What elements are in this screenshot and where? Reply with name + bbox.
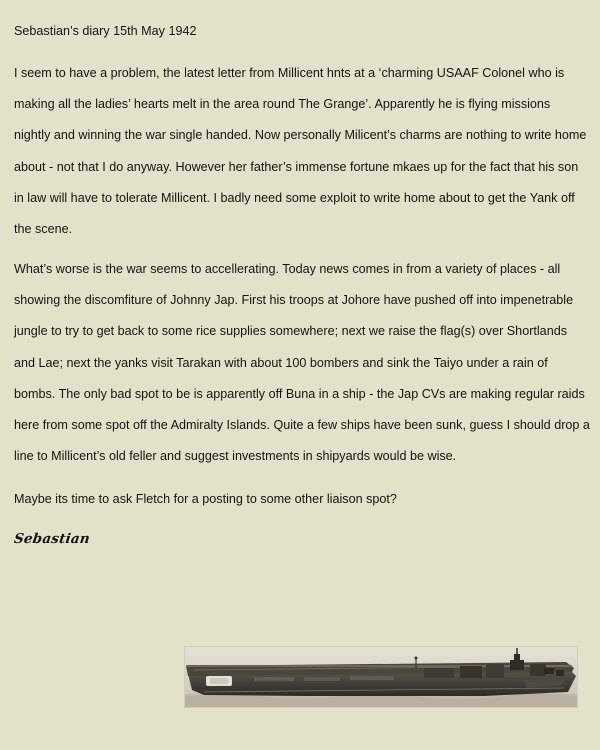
diary-title: Sebastian’s diary 15th May 1942 <box>14 24 197 38</box>
ship-photo-graphic <box>184 646 578 708</box>
diary-paragraph-2: What’s worse is the war seems to accellerating. Today news comes in from a variety of places - all showing the discomfiture of Johnny Jap. First his troops at Johore have pushed off into impenetrable jungle to try to get back to some rice supplies somewhere; next we raise the flag(s) over Shortlands and Lae; next the yanks visit Tarakan with about 100 bombers and sink the Taiyo under a rain of bombs. The only bad spot to be is apparently off Buna in a ship - the Jap CVs are making regular raids here from some spot off the Admiralty Islands. Quite a few ships have been sunk, guess I should drop a line to Millicent’s old feller and suggest investments in shipyards would be wise. <box>14 262 590 464</box>
diary-paragraph-1: I seem to have a problem, the latest letter from Millicent hnts at a ‘charming USAAF Colonel who is making all the ladies’ hearts melt in the area round The Grange’. Apparently he is flying missions nightly and winning the war single handed. Now personally Milicent’s charms are nothing to write home about - not that I do anyway. However her father’s immense fortune mkaes up for the fact that his son in law will have to tolerate Millicent. I badly need some exploit to write home about to get the Yank off the scene. <box>14 66 587 237</box>
diary-paragraph-3: Maybe its time to ask Fletch for a posting to some other liaison spot? <box>14 492 397 506</box>
signature: Sebastian <box>12 531 91 547</box>
aircraft-carrier-photo <box>184 646 578 708</box>
